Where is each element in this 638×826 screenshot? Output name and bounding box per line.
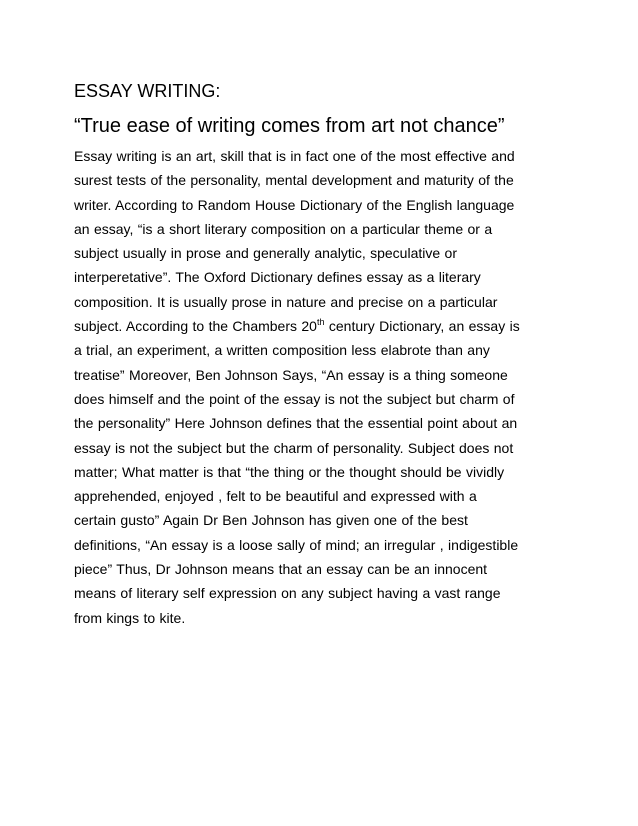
body-line: a trial, an experiment, a written composition less elabrote than any (74, 342, 490, 359)
document-content (74, 74, 574, 630)
ordinal-superscript: th (316, 317, 325, 328)
body-line: from kings to kite. (74, 609, 186, 626)
body-line: essay is not the subject but the charm of personality. Subject does not (74, 439, 514, 456)
body-line: subject usually in prose and generally analytic, speculative or (74, 245, 457, 262)
body-line: composition. It is usually prose in nature and precise on a particular (74, 293, 498, 310)
essay-heading: ESSAY WRITING: (74, 81, 221, 101)
body-line-chambers (74, 314, 574, 338)
body-line: apprehended, enjoyed , felt to be beautiful and expressed with a (74, 488, 477, 505)
body-line: certain gusto” Again Dr Ben Johnson has given one of the best (74, 512, 468, 529)
body-line: treatise” Moreover, Ben Johnson Says, “An essay is a thing someone (74, 366, 508, 383)
body-line: the personality” Here Johnson defines that the essential point about an (74, 415, 518, 432)
body-line-text: century Dictionary, an essay is (324, 318, 520, 335)
body-line: writer. According to Random House Dictionary of the English language (74, 196, 515, 213)
body-line: an essay, “is a short literary composition on a particular theme or a (74, 220, 493, 237)
body-line: definitions, “An essay is a loose sally of mind; an irregular , indigestible (74, 536, 519, 553)
body-line: matter; What matter is that “the thing or the thought should be vividly (74, 463, 505, 480)
body-line: does himself and the point of the essay is not the subject but charm of (74, 390, 515, 407)
body-line: means of literary self expression on any subject having a vast range (74, 585, 501, 602)
body-line: interperetative”. The Oxford Dictionary defines essay as a literary (74, 269, 481, 286)
body-line: piece” Thus, Dr Johnson means that an essay can be an innocent (74, 561, 488, 578)
essay-quote: “True ease of writing comes from art not chance” (74, 115, 505, 137)
body-line: Essay writing is an art, skill that is in fact one of the most effective and (74, 148, 515, 164)
body-line: surest tests of the personality, mental development and maturity of the (74, 172, 514, 189)
body-line-text: subject. According to the Chambers 20 (74, 318, 317, 335)
essay-body (74, 144, 574, 630)
